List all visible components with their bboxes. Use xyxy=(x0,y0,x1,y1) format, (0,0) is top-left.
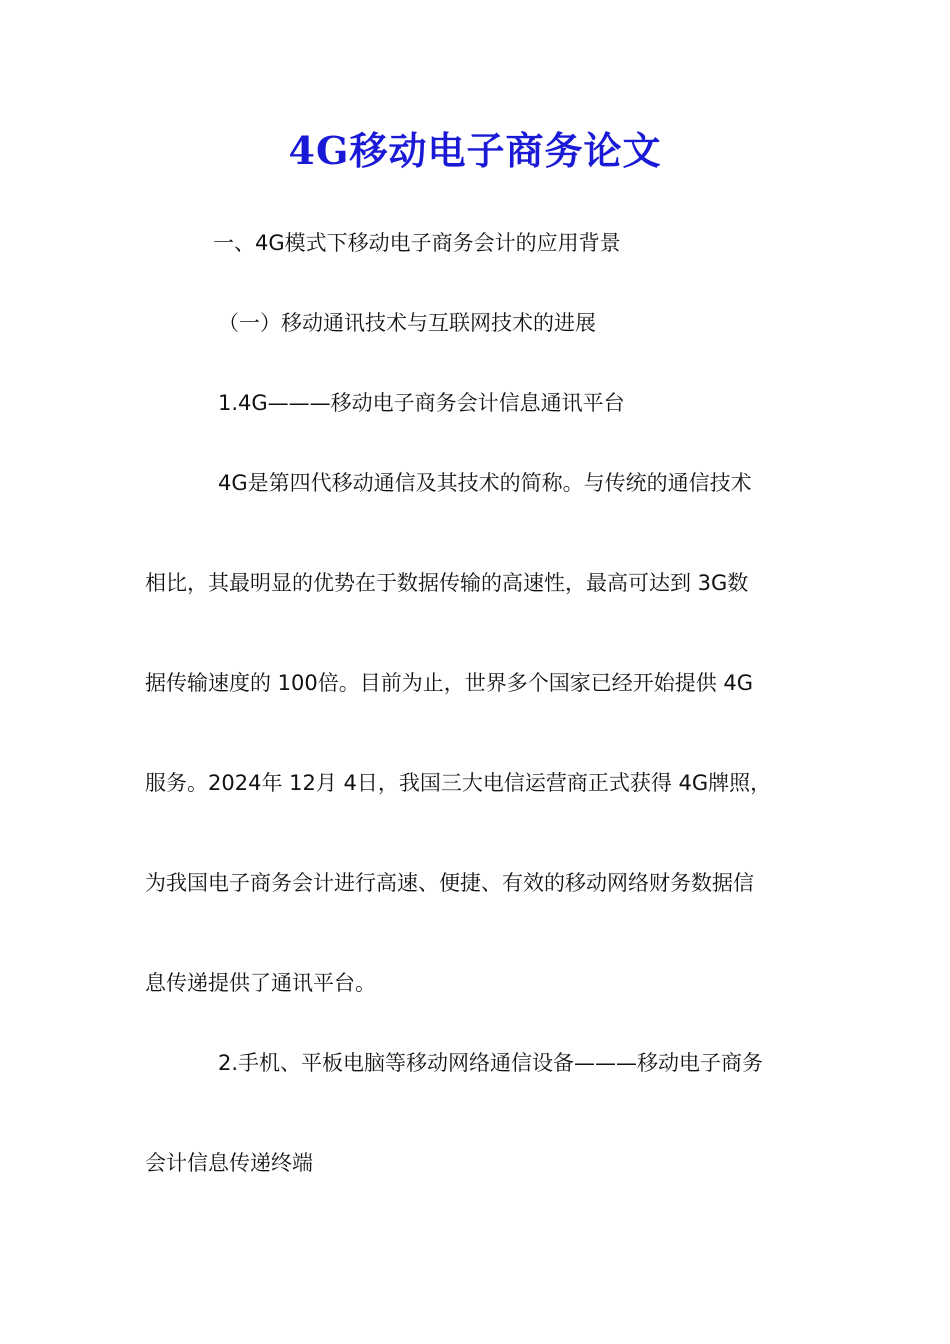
paragraph-line: 服务。2024年 12月 4日，我国三大电信运营商正式获得 4G牌照， xyxy=(145,771,772,795)
subsection-heading-1-2: 2.手机、平板电脑等移动网络通信设备———移动电子商务 xyxy=(218,1051,764,1075)
section-heading-1: 一、4G模式下移动电子商务会计的应用背景 xyxy=(213,231,621,255)
paragraph-line: 为我国电子商务会计进行高速、便捷、有效的移动网络财务数据信 xyxy=(145,871,754,895)
subsection-heading-1: （一）移动通讯技术与互联网技术的进展 xyxy=(218,311,596,335)
document-title: 4G移动电子商务论文 xyxy=(288,128,662,173)
paragraph-line: 息传递提供了通讯平台。 xyxy=(145,971,376,995)
subsection-heading-1-2-continued: 会计信息传递终端 xyxy=(145,1151,313,1175)
subsection-heading-1-1: 1.4G———移动电子商务会计信息通讯平台 xyxy=(218,391,625,415)
paragraph-line: 相比，其最明显的优势在于数据传输的高速性，最高可达到 3G数 xyxy=(145,571,749,595)
paragraph-line: 据传输速度的 100倍。目前为止，世界多个国家已经开始提供 4G xyxy=(145,671,754,695)
paragraph-line: 4G是第四代移动通信及其技术的简称。与传统的通信技术 xyxy=(218,471,752,495)
